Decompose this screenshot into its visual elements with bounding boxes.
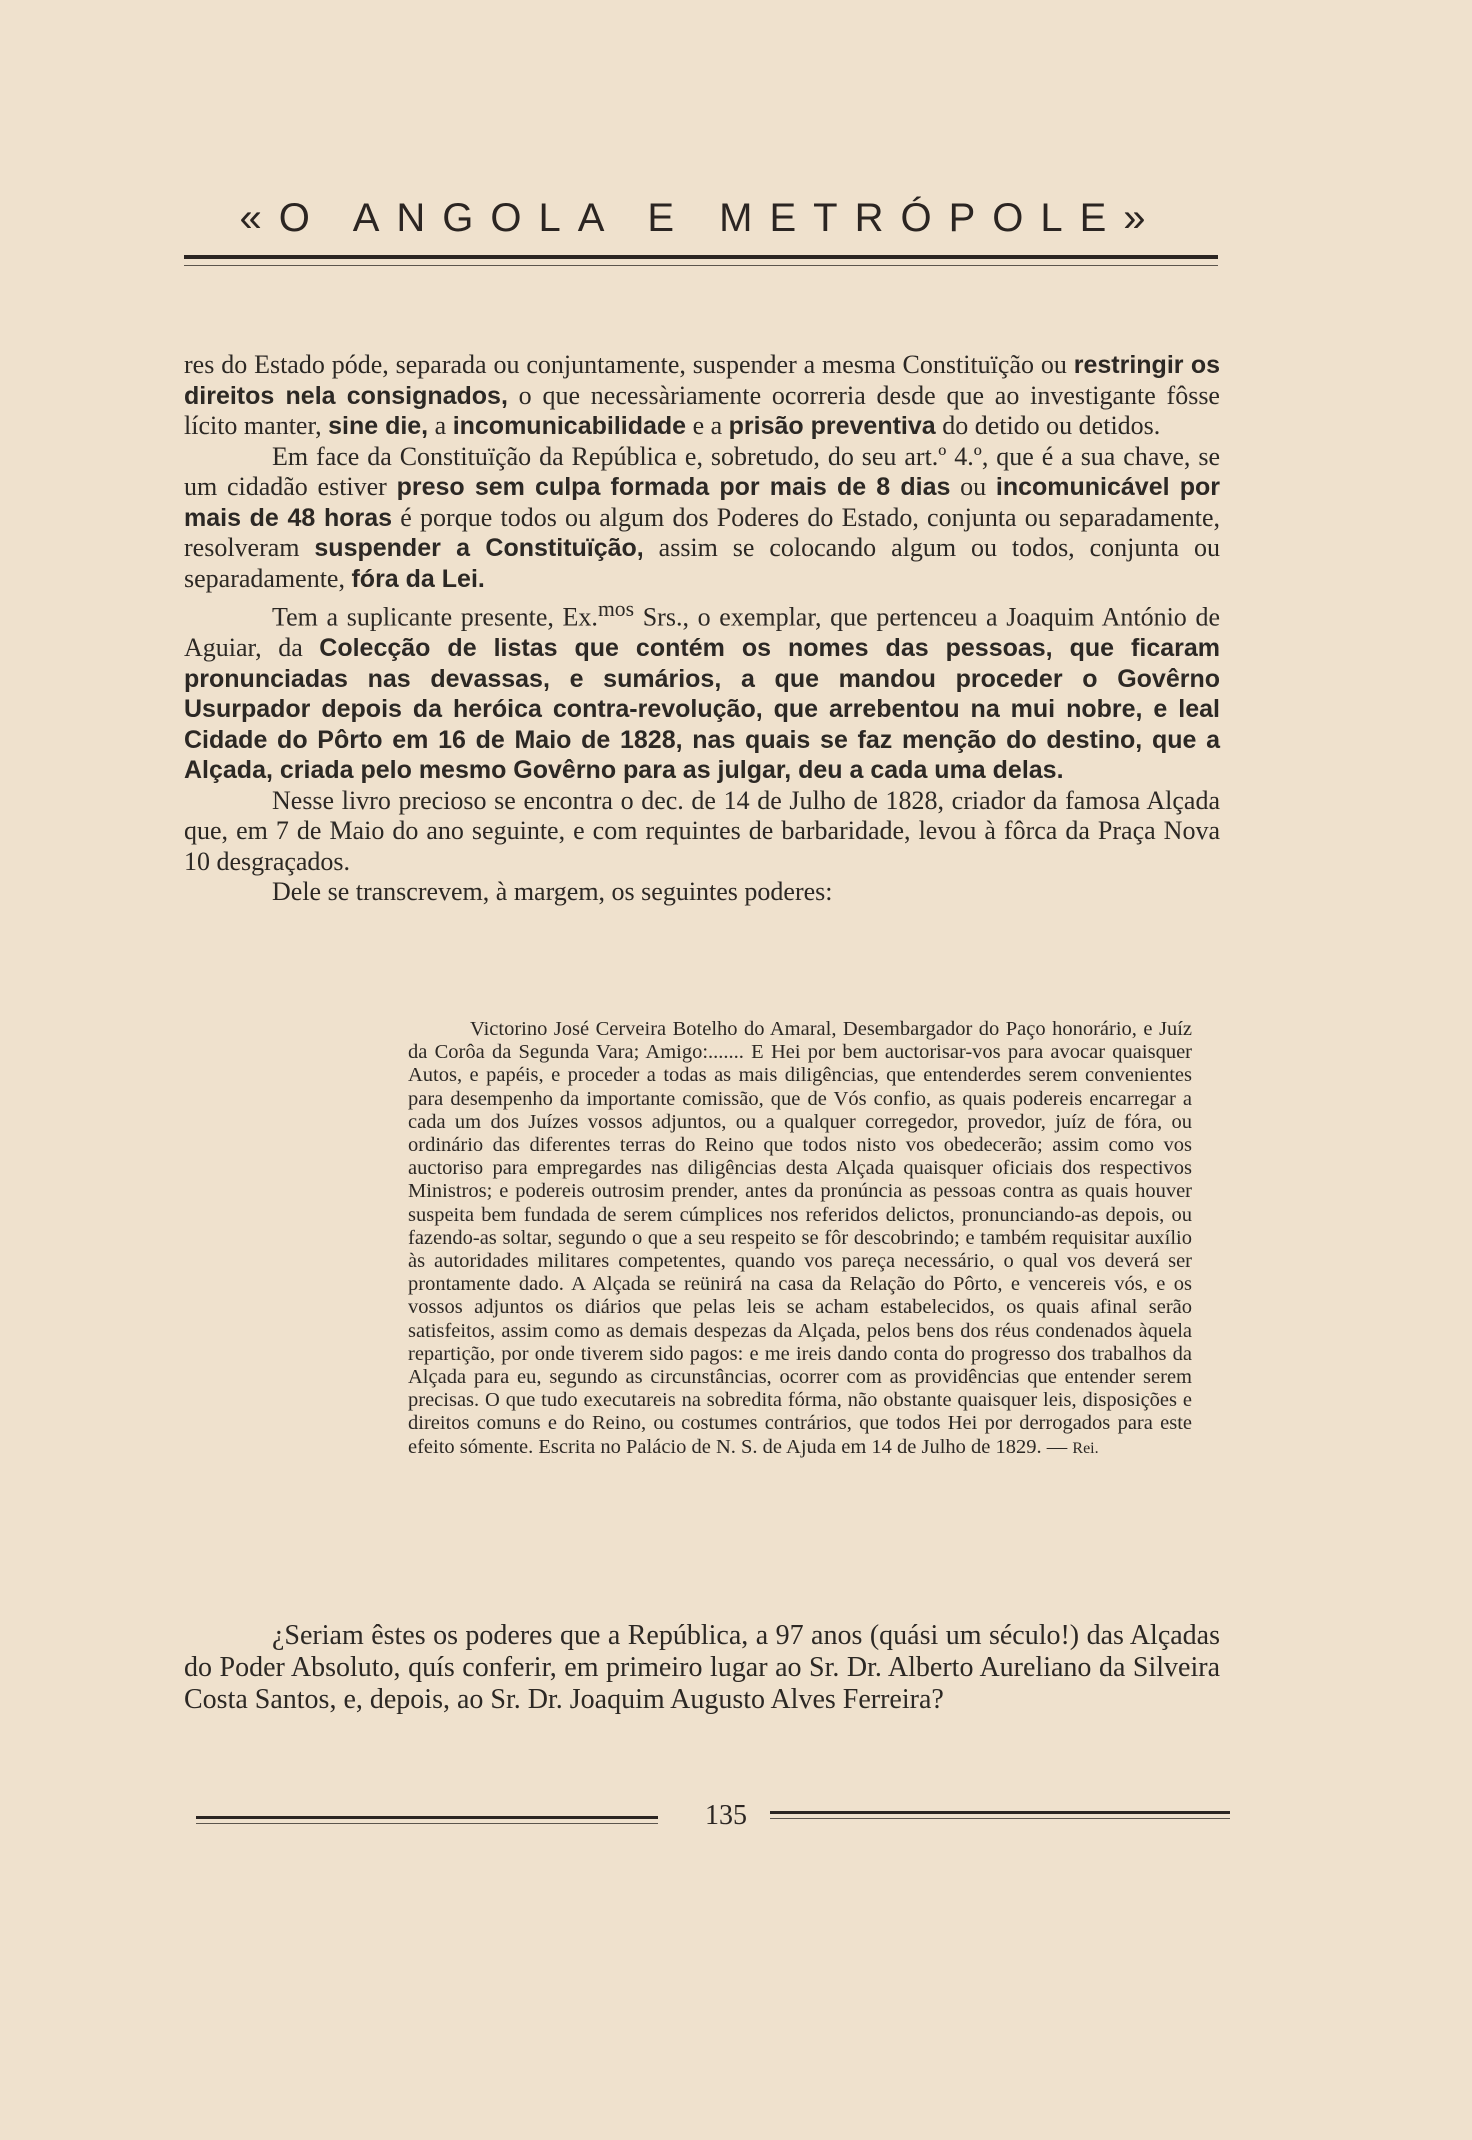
main-text xyxy=(184,350,1220,908)
page-number: 135 xyxy=(705,1800,747,1831)
paragraph: Dele se transcrevem, à margem, os seguintes poderes: xyxy=(272,877,833,907)
page-footer xyxy=(196,1800,1232,1836)
header-subrule xyxy=(184,265,1218,266)
quoted-decree: Victorino José Cerveira Botelho do Amaral, Desembargador do Paço honorário, e Juíz da Corôa da Segunda Vara; Amigo:....... E Hei por bem auctorisar-vos para avocar quaisquer Autos, e papéis, e proceder a todas as mais diligências, que entenderdes serem convenientes para desempenho da importante comissão, que de Vós confio, as quais podereis encarregar a cada um dos Juízes vossos adjuntos, ou a qualquer corregedor, provedor, juíz de fóra, ou ordinário das diferentes terras do Reino que todos nisto vos obedecerão; assim como vos auctoriso para empregardes nas diligências desta Alçada quaisquer oficiais dos respectivos Ministros; e podereis outrosim prender, antes da pronúncia as pessoas contra as quais houver suspeita bem fundada de serem cúmplices nos referidos delictos, pronunciando-as depois, ou fazendo-as soltar, segundo o que a seu respeito se fôr descobrindo; e também requisitar auxílio às autoridades militares competentes, quando vos pareça necessário, o qual vos deverá ser prontamente dado. A Alçada se reünirá na casa da Relação do Pôrto, e vencereis vós, e os vossos adjuntos os diários que pelas leis se acham estabelecidos, os quais afinal serão satisfeitos, assim como as demais despezas da Alçada, pelos bens dos réus condenados àquela repartição, por onde tiverem sido pagos: e me ireis dando conta do progresso dos trabalhos da Alçada para eu, segundo as circunstâncias, ocorrer com as providências que entender serem precisas. O que tudo executareis na sobredita fórma, não obstante quaisquer leis, disposições e direitos comuns e do Reino, ou costumes contrários, que todos Hei por derrogados para este efeito sómente. Escrita no Palácio de N. S. de Ajuda em 14 de Julho de 1829. — Rei. xyxy=(408,1018,1192,1458)
footer-subrule-left xyxy=(196,1823,658,1824)
paragraph: res do Estado póde, separada ou conjuntamente, suspender a mesma Constituïção ou restringir os direitos nela consignados, o que necessàriamente ocorreria desde que ao investigante fôsse lícito manter, sine die, a incomunicabilidade e a prisão preventiva do detido ou detidos. xyxy=(184,350,1221,440)
footer-rule-right xyxy=(770,1811,1230,1814)
paragraph: Nesse livro precioso se encontra o dec. de 14 de Julho de 1828, criador da famosa Alçada que, em 7 de Maio do ano seguinte, e com requintes de barbaridade, levou à fôrca da Praça Nova 10 desgraçados. xyxy=(184,785,1220,876)
closing-paragraph: ¿Seriam êstes os poderes que a República, a 97 anos (quási um século!) das Alçadas do Poder Absoluto, quís conferir, em primeiro lugar ao Sr. Dr. Alberto Aureliano da Silveira Costa Santos, e, depois, ao Sr. Dr. Joaquim Augusto Alves Ferreira? xyxy=(184,1620,1220,1715)
footer-subrule-right xyxy=(770,1818,1230,1819)
paragraph: Em face da Constituïção da República e, sobretudo, do seu art.º 4.º, que é a sua chave, se um cidadão estiver preso sem culpa formada por mais de 8 dias ou incomunicável por mais de 48 horas é porque todos ou algum dos Poderes do Estado, conjunta ou separadamente, resolveram suspender a Constituïção, assim se colocando algum ou todos, conjunta ou separadamente, fóra da Lei. xyxy=(184,441,1221,593)
footer-rule-left xyxy=(196,1816,658,1819)
running-header: «O ANGOLA E METRÓPOLE» xyxy=(239,196,1163,240)
header-rule xyxy=(184,255,1218,259)
paragraph: Tem a suplicante presente, Ex.$^{mos}$ Srs., o exemplar, que pertenceu a Joaquim António de Aguiar, da Colecção de listas que contém os nomes das pessoas, que ficaram pronunciadas nas devassas, e sumários, a que mandou proceder o Govêrno Usurpador depois da heróica contra-revolução, que arrebentou na mui nobre, e leal Cidade do Pôrto em 16 de Maio de 1828, nas quais se faz menção do destino, que a Alçada, criada pelo mesmo Govêrno para as julgar, deu a cada uma delas. xyxy=(184,597,1220,785)
signature: Rei. xyxy=(1072,1439,1099,1457)
